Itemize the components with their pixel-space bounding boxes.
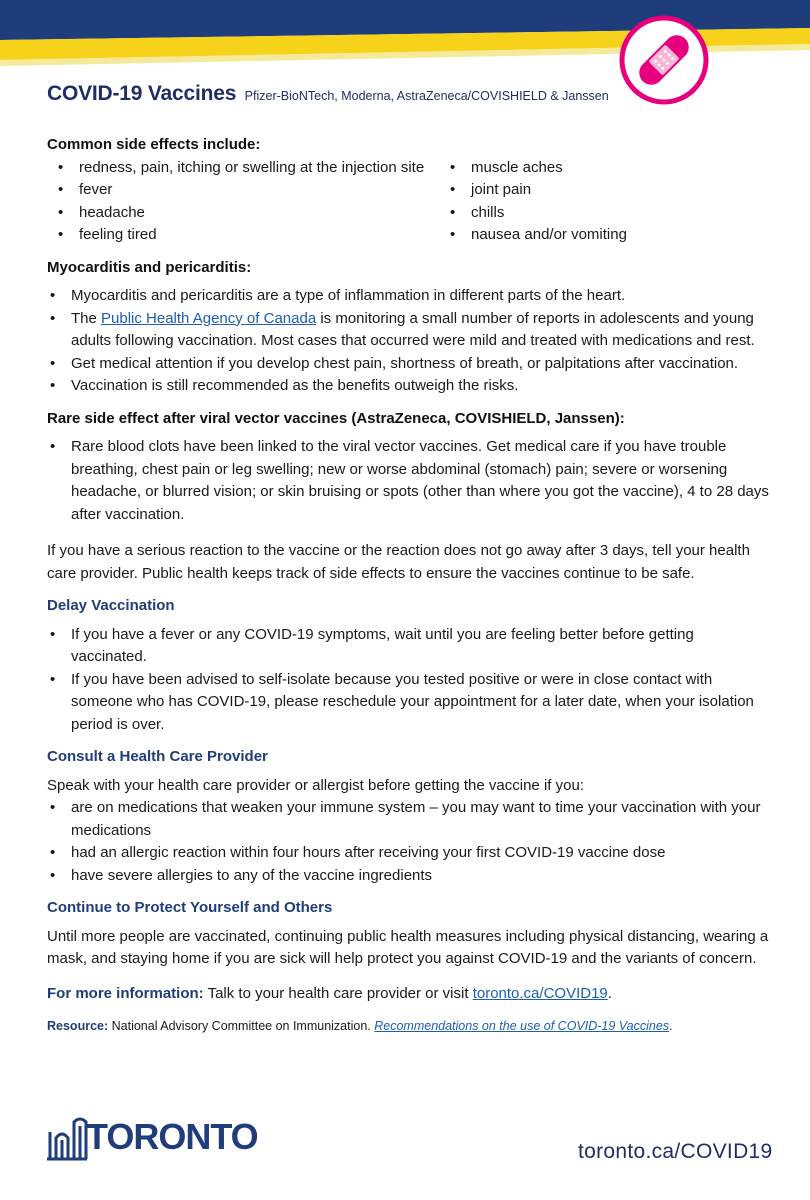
more-info-label: For more information: — [47, 984, 204, 1002]
protect-paragraph: Until more people are vaccinated, continuing public health measures including physical distancing, wearing a mask, and staying home if you are sick will help protect you against COVID-19 and the variants of concern. — [47, 927, 769, 967]
list-item: • are on medications that weaken your immune system – you may want to time your vaccination with your medications — [47, 797, 769, 842]
list-item: • joint pain — [447, 179, 747, 202]
consult-heading: Consult a Health Care Provider — [47, 748, 268, 765]
resource-label: Resource: — [47, 1019, 109, 1033]
list-item: • headache — [55, 202, 447, 225]
list-item: • chills — [447, 202, 747, 225]
common-list — [55, 157, 769, 247]
more-info: For more information: Talk to your health care provider or visit toronto.ca/COVID19. — [47, 984, 612, 1002]
list-item: • feeling tired — [55, 224, 447, 247]
main-content — [47, 134, 769, 1035]
list-item: • muscle aches — [447, 157, 747, 180]
common-col1 — [55, 157, 447, 247]
common-col2 — [447, 157, 747, 247]
phac-link[interactable]: Public Health Agency of Canada — [101, 309, 317, 327]
myo-list — [47, 285, 769, 398]
protect-heading: Continue to Protect Yourself and Others — [47, 899, 333, 916]
list-item: • Get medical attention if you develop chest pain, shortness of breath, or palpitations after vaccination. — [47, 353, 769, 376]
toronto-wordmark: TORONTO — [86, 1116, 258, 1157]
title-row — [47, 82, 609, 106]
list-item: • fever — [55, 179, 447, 202]
list-item: • Vaccination is still recommended as the benefits outweigh the risks. — [47, 375, 769, 398]
resource: Resource: National Advisory Committee on Immunization. Recommendations on the use of COVID-19 Vaccines. — [47, 1019, 673, 1033]
footer-url[interactable]: toronto.ca/COVID19 — [578, 1140, 773, 1163]
page-subtitle: Pfizer-BioNTech, Moderna, AstraZeneca/COVISHIELD & Janssen — [244, 89, 609, 103]
list-item: • If you have been advised to self-isolate because you tested positive or were in close contact with someone who has COVID-19, please reschedule your appointment for a later date, when your isolation period is over. — [47, 669, 769, 737]
list-item: • If you have a fever or any COVID-19 symptoms, wait until you are feeling better before getting vaccinated. — [47, 624, 769, 669]
rare-heading: Rare side effect after viral vector vaccines (AstraZeneca, COVISHIELD, Janssen): — [47, 409, 625, 427]
list-item: • nausea and/or vomiting — [447, 224, 747, 247]
myo-heading: Myocarditis and pericarditis: — [47, 258, 252, 276]
list-item: • The Public Health Agency of Canada is monitoring a small number of reports in adolescents and young adults following vaccination. Most cases that occurred were mild and treated with medications and rest. — [47, 308, 769, 353]
delay-heading: Delay Vaccination — [47, 597, 175, 614]
list-item: • Rare blood clots have been linked to the viral vector vaccines. Get medical care if you have trouble breathing, chest pain or leg swelling; new or worse abdominal (stomach) pain; severe or worsening headache, or blurred vision; or skin bruising or spots (other than where you got the vaccine), 4 to 28 days after vaccination. — [47, 436, 769, 526]
list-item: • have severe allergies to any of the vaccine ingredients — [47, 865, 769, 888]
rare-list — [47, 436, 769, 526]
delay-list — [47, 624, 769, 737]
consult-list — [47, 797, 769, 887]
serious-paragraph: If you have a serious reaction to the vaccine or the reaction does not go away after 3 days, tell your health care provider. Public health keeps track of side effects to ensure the vaccines continue to be safe. — [47, 542, 750, 582]
list-item: • redness, pain, itching or swelling at the injection site — [55, 157, 447, 180]
list-item: • Myocarditis and pericarditis are a type of inflammation in different parts of the heart. — [47, 285, 769, 308]
consult-intro: Speak with your health care provider or allergist before getting the vaccine if you: — [47, 776, 584, 794]
list-item: • had an allergic reaction within four hours after receiving your first COVID-19 vaccine dose — [47, 842, 769, 865]
naci-recommendations-link[interactable]: Recommendations on the use of COVID-19 Vaccines — [374, 1019, 670, 1033]
toronto-covid-link[interactable]: toronto.ca/COVID19 — [472, 984, 608, 1002]
bandage-badge — [618, 14, 710, 106]
page-title: COVID-19 Vaccines — [47, 82, 237, 105]
common-heading: Common side effects include: — [47, 136, 261, 153]
